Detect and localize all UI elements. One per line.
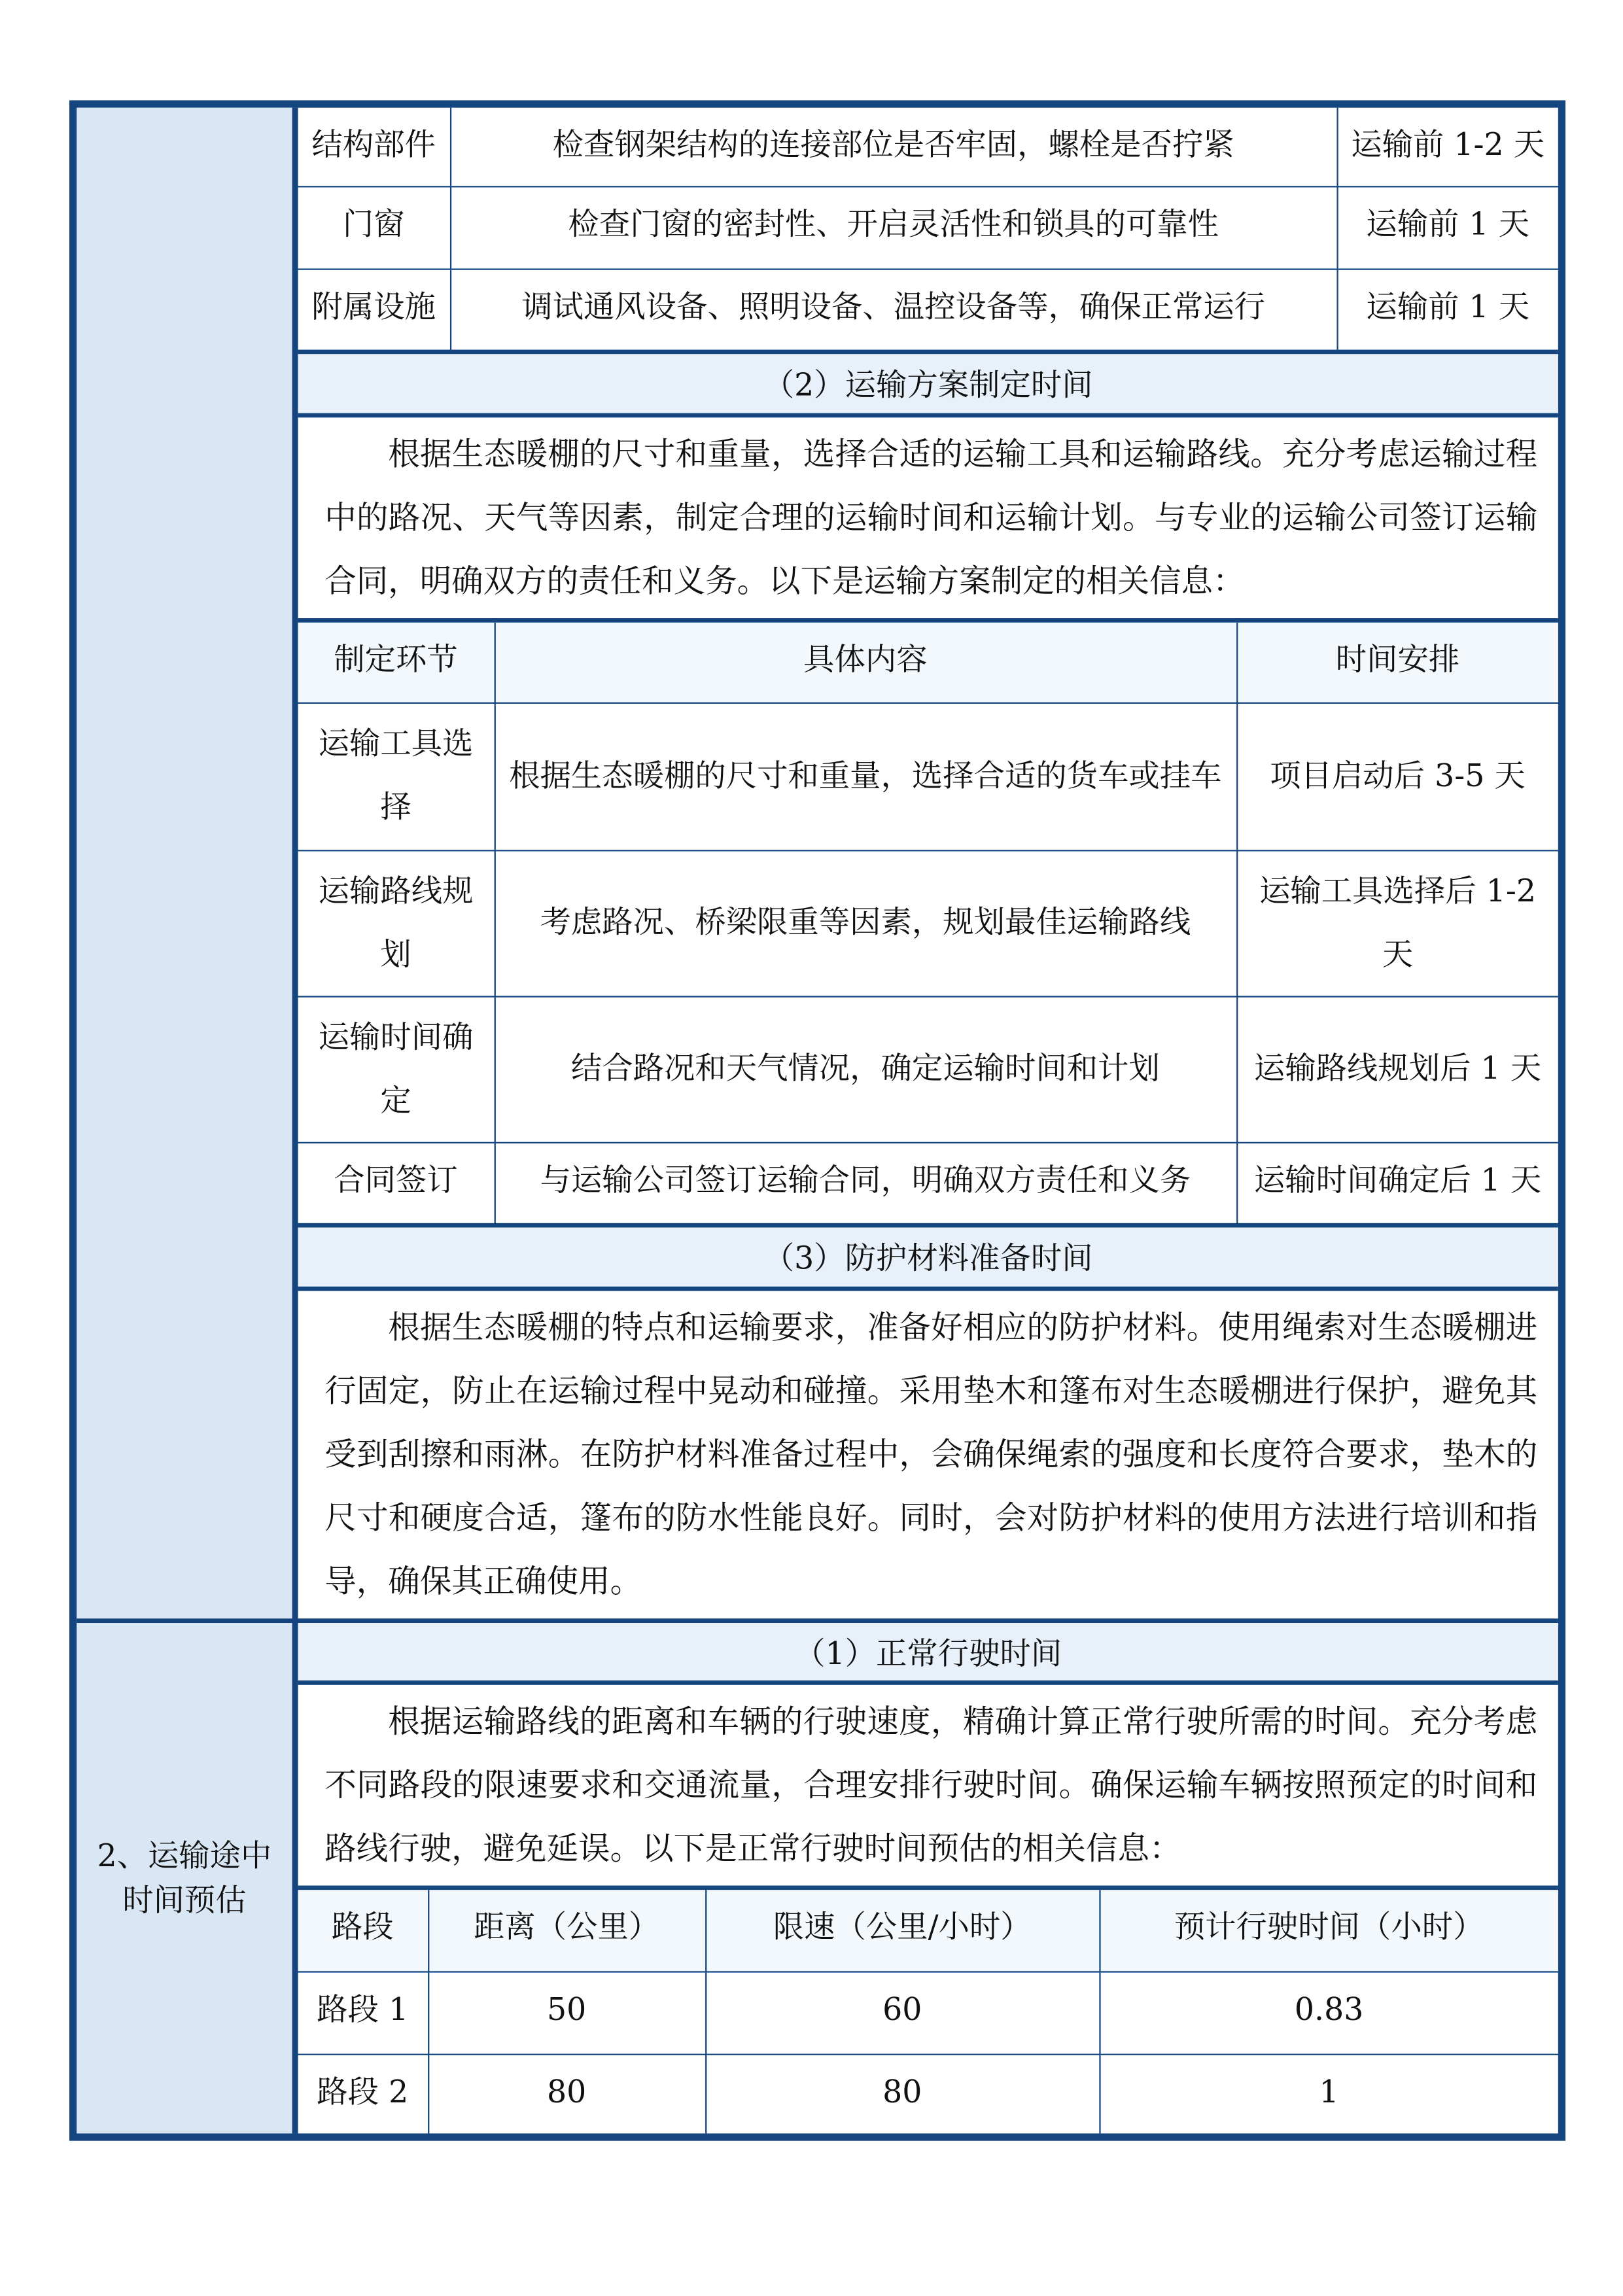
- header-cell: 限速（公里/小时）: [705, 1890, 1099, 1971]
- section2-label-cell: [77, 1623, 292, 2133]
- table-header-row: [298, 1890, 1558, 1971]
- section2-label: 2、运输途中时间预估: [97, 1838, 272, 1919]
- cell-time: 运输工具选择后 1-2 天: [1236, 850, 1558, 996]
- cell-drive-time: 1: [1099, 2054, 1558, 2134]
- table-row: [298, 1142, 1558, 1225]
- check-table-block: [298, 108, 1558, 355]
- section1-label-cell: [77, 108, 292, 1619]
- table-row: [298, 703, 1558, 850]
- heading-transport-plan: （2）运输方案制定时间: [298, 354, 1558, 417]
- header-cell: 时间安排: [1236, 623, 1558, 703]
- cell-step: 合同签订: [298, 1142, 495, 1225]
- cell-time: 运输路线规划后 1 天: [1236, 996, 1558, 1141]
- table-row: [298, 2054, 1558, 2134]
- heading-protective-materials: （3）防护材料准备时间: [298, 1228, 1558, 1291]
- plan-table: [298, 623, 1558, 1225]
- cell-content: 调试通风设备、照明设备、温控设备等，确保正常运行: [450, 269, 1337, 350]
- table-row: [298, 186, 1558, 268]
- paragraph-normal-driving: 根据运输路线的距离和车辆的行驶速度，精确计算正常行驶所需的时间。充分考虑不同路段的限速要求和交通流量，合理安排行驶时间。确保运输车辆按照预定的时间和路线行驶，避免延误。以下是正常行驶时间预估的相关信息：: [298, 1685, 1558, 1890]
- heading-normal-driving: （1）正常行驶时间: [298, 1623, 1558, 1685]
- cell-segment: 路段 2: [298, 2054, 428, 2134]
- cell-content: 检查门窗的密封性、开启灵活性和锁具的可靠性: [450, 186, 1337, 268]
- paragraph-transport-plan: 根据生态暖棚的尺寸和重量，选择合适的运输工具和运输路线。充分考虑运输过程中的路况、天气等因素，制定合理的运输时间和运输计划。与专业的运输公司签订运输合同，明确双方的责任和义务。以下是运输方案制定的相关信息：: [298, 417, 1558, 623]
- cell-step: 运输时间确定: [298, 996, 495, 1141]
- cell-time: 项目启动后 3-5 天: [1236, 703, 1558, 850]
- section1-content: [298, 108, 1558, 1619]
- cell-content: 结合路况和天气情况，确定运输时间和计划: [495, 996, 1237, 1141]
- cell-item: 结构部件: [298, 108, 450, 186]
- cell-content: 与运输公司签订运输合同，明确双方责任和义务: [495, 1142, 1237, 1225]
- header-cell: 距离（公里）: [428, 1890, 705, 1971]
- cell-speed-limit: 60: [705, 1971, 1099, 2053]
- cell-step: 运输路线规划: [298, 850, 495, 996]
- cell-content: 检查钢架结构的连接部位是否牢固，螺栓是否拧紧: [450, 108, 1337, 186]
- paragraph-protective-materials: 根据生态暖棚的特点和运输要求，准备好相应的防护材料。使用绳索对生态暖棚进行固定，防止在运输过程中晃动和碰撞。采用垫木和篷布对生态暖棚进行保护，避免其受到刮擦和雨淋。在防护材料准备过程中，会确保绳索的强度和长度符合要求，垫木的尺寸和硬度合适，篷布的防水性能良好。同时，会对防护材料的使用方法进行培训和指导，确保其正确使用。: [324, 1310, 1538, 1601]
- cell-item: 门窗: [298, 186, 450, 268]
- column-divider: [292, 108, 298, 2134]
- cell-content: 根据生态暖棚的尺寸和重量，选择合适的货车或挂车: [495, 703, 1237, 850]
- cell-drive-time: 0.83: [1099, 1971, 1558, 2053]
- cell-segment: 路段 1: [298, 1971, 428, 2053]
- check-table: [298, 108, 1558, 350]
- table-row: [298, 850, 1558, 996]
- section2-content: [298, 1623, 1558, 2133]
- cell-content: 考虑路况、桥梁限重等因素，规划最佳运输路线: [495, 850, 1237, 996]
- cell-time: 运输前 1-2 天: [1336, 108, 1558, 186]
- cell-item: 附属设施: [298, 269, 450, 350]
- header-cell: 具体内容: [495, 623, 1237, 703]
- cell-time: 运输时间确定后 1 天: [1236, 1142, 1558, 1225]
- section-divider: [77, 1618, 1558, 1623]
- cell-distance: 80: [428, 2054, 705, 2134]
- cell-time: 运输前 1 天: [1336, 269, 1558, 350]
- drive-table-block: [298, 1890, 1558, 2133]
- table-row: [298, 1971, 1558, 2053]
- cell-step: 运输工具选择: [298, 703, 495, 850]
- header-cell: 制定环节: [298, 623, 495, 703]
- header-cell: 预计行驶时间（小时）: [1099, 1890, 1558, 1971]
- cell-time: 运输前 1 天: [1336, 186, 1558, 268]
- cell-speed-limit: 80: [705, 2054, 1099, 2134]
- table-header-row: [298, 623, 1558, 703]
- cell-distance: 50: [428, 1971, 705, 2053]
- header-cell: 路段: [298, 1890, 428, 1971]
- table-row: [298, 996, 1558, 1141]
- plan-table-block: [298, 623, 1558, 1228]
- table-row: [298, 108, 1558, 186]
- drive-time-table: [298, 1890, 1558, 2133]
- table-row: [298, 269, 1558, 350]
